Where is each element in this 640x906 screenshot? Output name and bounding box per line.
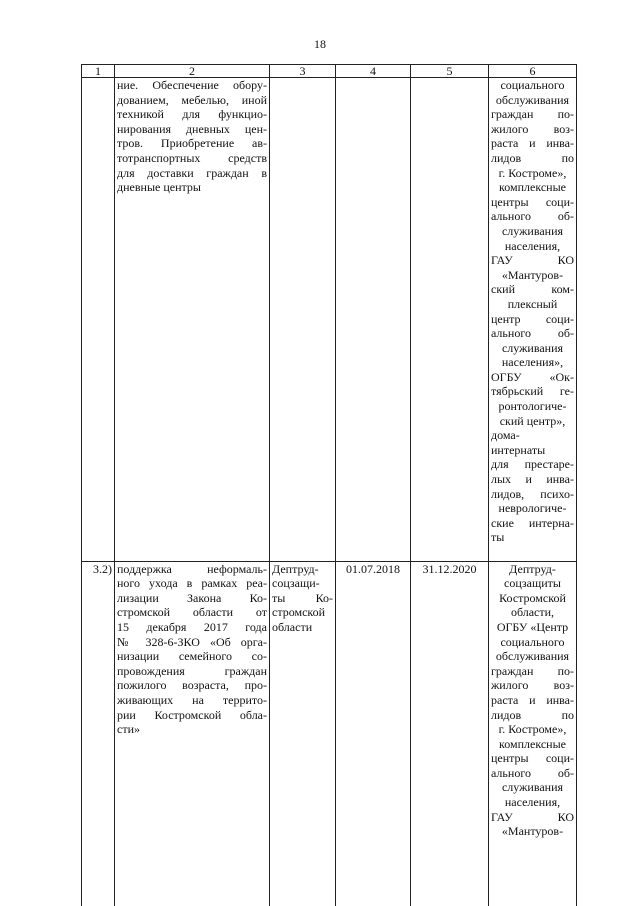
start-date-cell: 01.07.2018 bbox=[336, 561, 411, 906]
text-line: поддержка неформаль- bbox=[117, 561, 267, 576]
text-line: дованием, мебелью, иной bbox=[117, 92, 267, 107]
text-line: ОГБУ «Центр bbox=[496, 619, 569, 634]
text-line: пожилого возраста, про- bbox=[117, 678, 267, 693]
text-line: Дептруд- bbox=[509, 561, 556, 576]
text-line: социального bbox=[500, 78, 565, 92]
page-number: 18 bbox=[314, 37, 326, 51]
text-line: комплексные bbox=[499, 180, 566, 195]
text-line: ские интерна- bbox=[491, 515, 574, 530]
table-row bbox=[82, 561, 577, 906]
text-line: неврологиче- bbox=[498, 501, 567, 516]
text-line: граждан по- bbox=[491, 107, 574, 122]
text-line: интернаты bbox=[491, 442, 546, 457]
text-line: области bbox=[272, 619, 313, 634]
text-line: жилого воз- bbox=[491, 121, 574, 136]
text-line: ты Ко- bbox=[272, 590, 333, 605]
text-line: служивания bbox=[501, 223, 564, 238]
text-line: рии Костромской обла- bbox=[117, 707, 267, 722]
text-line: тотранспортных средств bbox=[117, 150, 267, 165]
table-row bbox=[82, 78, 577, 562]
text-line: ального об- bbox=[491, 765, 574, 780]
text-line: раста и инва- bbox=[491, 136, 574, 151]
text-line: г. Костроме», bbox=[498, 722, 567, 737]
executors-cell bbox=[489, 78, 577, 562]
text-line: тров. Приобретение ав- bbox=[117, 136, 267, 151]
text-line: низации семейного со- bbox=[117, 649, 267, 664]
executors-cell bbox=[489, 561, 577, 906]
text-line: ГАУ КО bbox=[491, 253, 574, 268]
start-date-cell bbox=[336, 78, 411, 562]
column-number: 6 bbox=[489, 65, 577, 78]
text-line: ОГБУ «Ок- bbox=[491, 369, 574, 384]
text-line: ального об- bbox=[491, 209, 574, 224]
text-line: ский ком- bbox=[491, 282, 574, 297]
responsible-body-cell bbox=[270, 78, 336, 562]
text-line: населения, bbox=[504, 238, 561, 253]
text-line: сти» bbox=[117, 722, 140, 737]
measure-description-cell bbox=[115, 561, 270, 906]
text-line: № 328-6-ЗКО «Об орга- bbox=[117, 634, 267, 649]
text-line: провождения граждан bbox=[117, 663, 267, 678]
text-line: ронтологиче- bbox=[498, 399, 567, 414]
text-line: «Мантуров- bbox=[501, 824, 564, 839]
text-line: служивания bbox=[501, 340, 564, 355]
program-measures-table bbox=[81, 64, 577, 906]
end-date-cell: 31.12.2020 bbox=[411, 561, 489, 906]
text-line: ты bbox=[491, 530, 505, 545]
text-line: 15 декабря 2017 года bbox=[117, 619, 267, 634]
column-number: 5 bbox=[411, 65, 489, 78]
text-line: жилого воз- bbox=[491, 678, 574, 693]
text-line: комплексные bbox=[499, 736, 566, 751]
measure-description-cell bbox=[115, 78, 270, 562]
text-line: лидов, психо- bbox=[491, 486, 574, 501]
text-line: ский центр», bbox=[499, 413, 566, 428]
responsible-body-cell bbox=[270, 561, 336, 906]
text-line: г. Костроме», bbox=[498, 165, 567, 180]
end-date-cell bbox=[411, 78, 489, 562]
text-line: нирования дневных цен- bbox=[117, 121, 267, 136]
text-line: Дептруд- bbox=[272, 561, 319, 576]
text-line: центр соци- bbox=[491, 311, 574, 326]
text-line: ние. Обеспечение обору- bbox=[117, 78, 267, 92]
text-line: для доставки граждан в bbox=[117, 165, 267, 180]
text-line: лых и инва- bbox=[491, 472, 574, 487]
column-number: 4 bbox=[336, 65, 411, 78]
text-line: дома- bbox=[491, 428, 520, 443]
text-line: плексный bbox=[507, 296, 558, 311]
text-line: населения», bbox=[501, 355, 564, 370]
text-line: центры соци- bbox=[491, 751, 574, 766]
text-line: области, bbox=[510, 605, 555, 620]
text-line: раста и инва- bbox=[491, 692, 574, 707]
text-line: тябрьский ге- bbox=[491, 384, 574, 399]
column-number: 3 bbox=[270, 65, 336, 78]
item-number-cell bbox=[82, 78, 115, 562]
text-line: стромской bbox=[272, 605, 326, 620]
text-line: ального об- bbox=[491, 326, 574, 341]
column-number-row bbox=[82, 65, 577, 78]
text-line: граждан по- bbox=[491, 663, 574, 678]
text-line: обслуживания bbox=[495, 92, 570, 107]
text-line: лидов по bbox=[491, 707, 574, 722]
column-number: 2 bbox=[115, 65, 270, 78]
column-number: 1 bbox=[82, 65, 115, 78]
text-line: «Мантуров- bbox=[501, 267, 564, 282]
text-line: соцзащи- bbox=[272, 576, 320, 591]
text-line: центры соци- bbox=[491, 194, 574, 209]
text-line: Костромской bbox=[499, 590, 566, 605]
text-line: для престаре- bbox=[491, 457, 574, 472]
text-line: лизации Закона Ко- bbox=[117, 590, 267, 605]
text-line: населения, bbox=[504, 795, 561, 810]
text-line: социального bbox=[500, 634, 565, 649]
text-line: техникой для функцио- bbox=[117, 107, 267, 122]
text-line: дневные центры bbox=[117, 180, 201, 195]
text-line: ного ухода в рамках реа- bbox=[117, 576, 267, 591]
text-line: ГАУ КО bbox=[491, 809, 574, 824]
text-line: живающих на террито- bbox=[117, 692, 267, 707]
text-line: служивания bbox=[501, 780, 564, 795]
text-line: стромской области от bbox=[117, 605, 267, 620]
text-line: лидов по bbox=[491, 150, 574, 165]
item-number-cell: 3.2) bbox=[82, 561, 115, 906]
text-line: соцзащиты bbox=[504, 576, 561, 591]
text-line: обслуживания bbox=[495, 649, 570, 664]
